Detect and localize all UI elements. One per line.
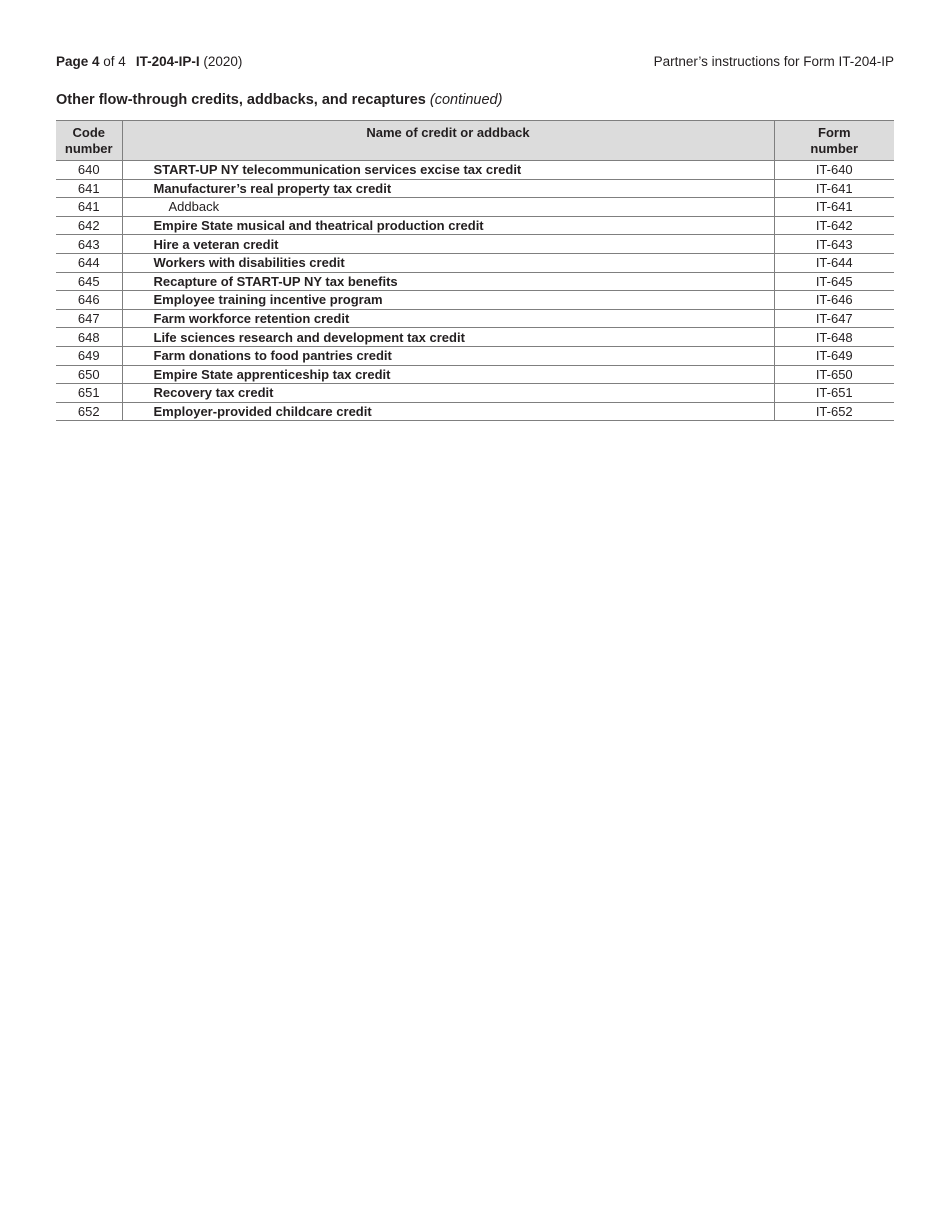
credit-name-cell: START-UP NY telecommunication services excise tax credit xyxy=(122,161,774,180)
page-header-left xyxy=(56,53,242,71)
form-number-cell: IT-641 xyxy=(774,198,894,217)
form-number-cell: IT-652 xyxy=(774,402,894,421)
table-row xyxy=(56,216,894,235)
table-row xyxy=(56,346,894,365)
page-header xyxy=(56,53,894,71)
page-header-title: Partner’s instructions for Form IT-204-IP xyxy=(653,54,894,69)
form-number-cell: IT-645 xyxy=(774,272,894,291)
page-count: of 4 xyxy=(103,54,126,69)
header-code-line1: Code xyxy=(72,125,105,140)
form-id: IT-204-IP-I xyxy=(135,54,200,69)
table-row xyxy=(56,328,894,347)
credit-name-cell: Workers with disabilities credit xyxy=(122,253,774,272)
table-row xyxy=(56,291,894,310)
header-form-number xyxy=(774,121,894,161)
form-number-cell: IT-644 xyxy=(774,253,894,272)
code-number-cell: 651 xyxy=(56,384,122,403)
credit-name-cell: Addback xyxy=(122,198,774,217)
credit-name-cell: Recovery tax credit xyxy=(122,384,774,403)
code-number-cell: 646 xyxy=(56,291,122,310)
form-number-cell: IT-643 xyxy=(774,235,894,254)
code-number-cell: 648 xyxy=(56,328,122,347)
code-number-cell: 643 xyxy=(56,235,122,254)
credit-name-cell: Life sciences research and development tax credit xyxy=(122,328,774,347)
code-number-cell: 641 xyxy=(56,198,122,217)
form-number-cell: IT-647 xyxy=(774,309,894,328)
page-number: Page 4 xyxy=(56,54,100,69)
form-year: (2020) xyxy=(203,54,243,69)
code-number-cell: 644 xyxy=(56,253,122,272)
table-row xyxy=(56,272,894,291)
credit-name-cell: Employer-provided childcare credit xyxy=(122,402,774,421)
code-number-cell: 642 xyxy=(56,216,122,235)
table-row xyxy=(56,179,894,198)
credit-name-cell: Empire State apprenticeship tax credit xyxy=(122,365,774,384)
table-row xyxy=(56,161,894,180)
credit-name-cell: Farm workforce retention credit xyxy=(122,309,774,328)
code-number-cell: 650 xyxy=(56,365,122,384)
credits-table-body xyxy=(56,161,894,421)
form-number-cell: IT-642 xyxy=(774,216,894,235)
header-form-line2: number xyxy=(810,141,859,156)
header-credit-name: Name of credit or addback xyxy=(122,121,774,161)
form-number-cell: IT-650 xyxy=(774,365,894,384)
credit-name-cell: Recapture of START-UP NY tax benefits xyxy=(122,272,774,291)
table-row xyxy=(56,235,894,254)
code-number-cell: 649 xyxy=(56,346,122,365)
header-form-line1: Form xyxy=(818,125,851,140)
table-row xyxy=(56,309,894,328)
header-code-number xyxy=(56,121,122,161)
section-title-text: Other flow-through credits, addbacks, and recaptures xyxy=(56,92,426,108)
section-title-continued: (continued) xyxy=(429,92,503,108)
header-code-line2: number xyxy=(64,141,113,156)
code-number-cell: 652 xyxy=(56,402,122,421)
credit-name-cell: Empire State musical and theatrical production credit xyxy=(122,216,774,235)
code-number-cell: 641 xyxy=(56,179,122,198)
table-row xyxy=(56,365,894,384)
credit-name-cell: Employee training incentive program xyxy=(122,291,774,310)
form-number-cell: IT-641 xyxy=(774,179,894,198)
table-row xyxy=(56,253,894,272)
form-number-cell: IT-651 xyxy=(774,384,894,403)
section-title xyxy=(56,90,502,110)
form-number-cell: IT-648 xyxy=(774,328,894,347)
table-row xyxy=(56,198,894,217)
code-number-cell: 645 xyxy=(56,272,122,291)
form-number-cell: IT-649 xyxy=(774,346,894,365)
credit-name-cell: Hire a veteran credit xyxy=(122,235,774,254)
table-row xyxy=(56,402,894,421)
code-number-cell: 640 xyxy=(56,161,122,180)
table-header-row xyxy=(56,121,894,161)
form-number-cell: IT-640 xyxy=(774,161,894,180)
table-row xyxy=(56,384,894,403)
code-number-cell: 647 xyxy=(56,309,122,328)
form-number-cell: IT-646 xyxy=(774,291,894,310)
credit-name-cell: Farm donations to food pantries credit xyxy=(122,346,774,365)
credit-name-cell: Manufacturer’s real property tax credit xyxy=(122,179,774,198)
credits-table xyxy=(56,120,894,421)
